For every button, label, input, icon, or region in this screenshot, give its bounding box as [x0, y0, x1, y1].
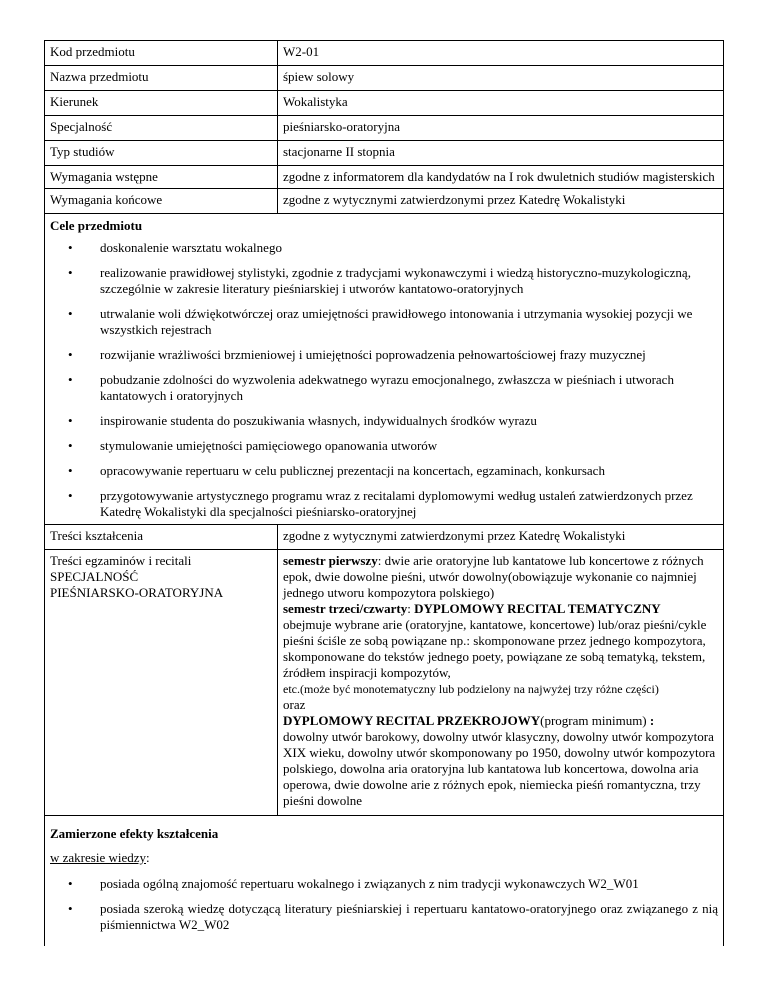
course-document: [44, 40, 724, 946]
separator-text: :: [407, 601, 415, 616]
oraz-text: oraz: [283, 697, 306, 712]
row-value: zgodne z wytycznymi zatwierdzonymi przez Katedrę Wokalistyki: [278, 525, 724, 550]
list-item-text: doskonalenie warsztatu wokalnego: [100, 240, 282, 255]
specialty-name: PIEŚNIARSKO-ORATORYJNA: [50, 585, 224, 600]
bullet-icon: •: [68, 413, 73, 428]
list-item-text: realizowanie prawidłowej stylistyki, zgodnie z tradycjami wykonawczymi i wiedzą historyczno-muzykologiczną, szczególnie w zakresie literatury pieśniarskiej i utworów kantatowo-oratoryjnych: [100, 265, 691, 296]
row-value: W2-01: [278, 41, 724, 66]
row-value: Wokalistyka: [278, 91, 724, 116]
table-row: [45, 525, 724, 550]
row-label: Wymagania końcowe: [45, 189, 278, 214]
list-item: [50, 876, 718, 892]
bullet-icon: •: [68, 438, 73, 453]
semester-34-heading: semestr trzeci/czwarty: [283, 601, 408, 616]
table-row: [45, 116, 724, 141]
semester-1-block: [283, 553, 718, 601]
table-row: [45, 66, 724, 91]
knowledge-subheading-text: w zakresie wiedzy: [50, 850, 147, 865]
row-label: Kierunek: [45, 91, 278, 116]
section-title: Cele przedmiotu: [50, 218, 143, 233]
table-row: [45, 41, 724, 66]
list-item: [50, 347, 718, 363]
exams-label-line: Treści egzaminów i recitali: [50, 553, 192, 568]
list-item-text: posiada szeroką wiedzę dotyczącą literatury pieśniarskiej i repertuaru kantatowo-oratoryjnego oraz związanego z nią piśmiennictwa W2_W02: [100, 901, 718, 932]
semester-34-block: [283, 601, 718, 617]
bullet-icon: •: [68, 306, 73, 321]
row-value: stacjonarne II stopnia: [278, 141, 724, 166]
outcomes-list: [50, 876, 718, 933]
bullet-icon: •: [68, 265, 73, 280]
recital-cross-colon: :: [646, 713, 655, 728]
semester-1-heading: semestr pierwszy: [283, 553, 378, 568]
course-goals-section: [44, 214, 724, 525]
table-row: [45, 550, 724, 816]
recital-cross-paren: (program minimum): [540, 713, 647, 728]
row-label: Typ studiów: [45, 141, 278, 166]
bullet-icon: •: [68, 240, 73, 255]
exams-content: [278, 550, 724, 816]
row-label: Wymagania wstępne: [45, 166, 278, 189]
list-item-text: rozwijanie wrażliwości brzmieniowej i umiejętności poprowadzenia pełnowartościowej frazy muzycznej: [100, 347, 646, 362]
list-item: [50, 306, 718, 338]
list-item: [50, 463, 718, 479]
bullet-icon: •: [68, 463, 73, 478]
list-item: [50, 265, 718, 297]
row-value: zgodne z informatorem dla kandydatów na I rok dwuletnich studiów magisterskich: [278, 166, 724, 189]
list-item: [50, 240, 718, 256]
knowledge-subheading: [50, 850, 718, 866]
row-label: Nazwa przedmiotu: [45, 66, 278, 91]
recital-thematic-note: etc.(może być monotematyczny lub podzielony na najwyżej trzy różne części): [283, 682, 659, 696]
subheading-colon: :: [146, 850, 150, 865]
learning-outcomes-section: [44, 816, 724, 946]
list-item: [50, 413, 718, 429]
row-label: Specjalność: [45, 116, 278, 141]
recital-thematic-heading: DYPLOMOWY RECITAL TEMATYCZNY: [414, 601, 661, 616]
specialty-label: SPECJALNOŚĆ: [50, 569, 139, 584]
bullet-icon: •: [68, 347, 73, 362]
row-value: pieśniarsko-oratoryjna: [278, 116, 724, 141]
table-row: [45, 189, 724, 214]
list-item-text: stymulowanie umiejętności pamięciowego opanowania utworów: [100, 438, 438, 453]
list-item-text: pobudzanie zdolności do wyzwolenia adekwatnego wyrazu emocjonalnego, zwłaszcza w pieśniach i utworach kantatowych i oratoryjnych: [100, 372, 674, 403]
row-label: Treści kształcenia: [45, 525, 278, 550]
list-item-text: utrwalanie woli dźwiękotwórczej oraz umiejętności prawidłowego intonowania i utrzymania wysokiej pozycji we wszystkich rejestrach: [100, 306, 693, 337]
row-value: śpiew solowy: [278, 66, 724, 91]
recital-thematic-text: [283, 617, 718, 697]
content-table: [44, 524, 724, 816]
table-row: [45, 166, 724, 189]
recital-cross-text: dowolny utwór barokowy, dowolny utwór klasyczny, dowolny utwór kompozytora XIX wieku, dowolny utwór skomponowany po 1950, dowolny utwór kompozytora polskiego, dowolna aria oratoryjna lub kantatowa lub koncertowa, dowolna aria operowa, dwie dowolne arie z różnych epok, niemiecka pieśń romantyczna, trzy pieśni dowolne: [283, 729, 716, 808]
semester-1-text: : dwie arie oratoryjne lub kantatowe lub koncertowe z różnych epok, dwie dowolne pieśni, utwór dowolny(obowiązuje wykonanie co najmniej jednego utworu kompozytora polskiego): [283, 553, 704, 600]
row-value: zgodne z wytycznymi zatwierdzonymi przez Katedrę Wokalistyki: [278, 189, 724, 214]
recital-cross-heading: DYPLOMOWY RECITAL PRZEKROJOWY: [283, 713, 541, 728]
goals-list: [50, 240, 718, 520]
recital-thematic-body: obejmuje wybrane arie (oratoryjne, kantatowe, koncertowe) lub/oraz pieśni/cykle pieśni ściśle ze sobą powiązane np.: skomponowane przez jednego kompozytora, skomponowane do tekstów jednego poety, powiązane ze sobą tematyką, tekstem, źródłem inspiracji kompozytów,: [283, 617, 707, 680]
list-item-text: posiada ogólną znajomość repertuaru wokalnego i związanych z nim tradycji wykonawczych W2_W01: [100, 876, 639, 891]
list-item: [50, 372, 718, 404]
list-item-text: opracowywanie repertuaru w celu publicznej prezentacji na koncertach, egzaminach, konkursach: [100, 463, 605, 478]
list-item: [50, 901, 718, 933]
bullet-icon: •: [68, 488, 73, 503]
section-title: Zamierzone efekty kształcenia: [50, 826, 219, 841]
row-label: Kod przedmiotu: [45, 41, 278, 66]
list-item-text: przygotowywanie artystycznego programu wraz z recitalami dyplomowymi według ustaleń zatwierdzonych przez Katedrę Wokalistyki dla specjalności pieśniarsko-oratoryjnej: [100, 488, 693, 519]
bullet-icon: •: [68, 372, 73, 387]
recital-cross-heading-line: [283, 713, 718, 729]
table-row: [45, 141, 724, 166]
list-item: [50, 438, 718, 454]
list-item-text: inspirowanie studenta do poszukiwania własnych, indywidualnych środków wyrazu: [100, 413, 537, 428]
bullet-icon: •: [68, 876, 73, 891]
course-info-table: [44, 40, 724, 214]
bullet-icon: •: [68, 901, 73, 916]
exams-label: [45, 550, 278, 816]
table-row: [45, 91, 724, 116]
list-item: [50, 488, 718, 520]
